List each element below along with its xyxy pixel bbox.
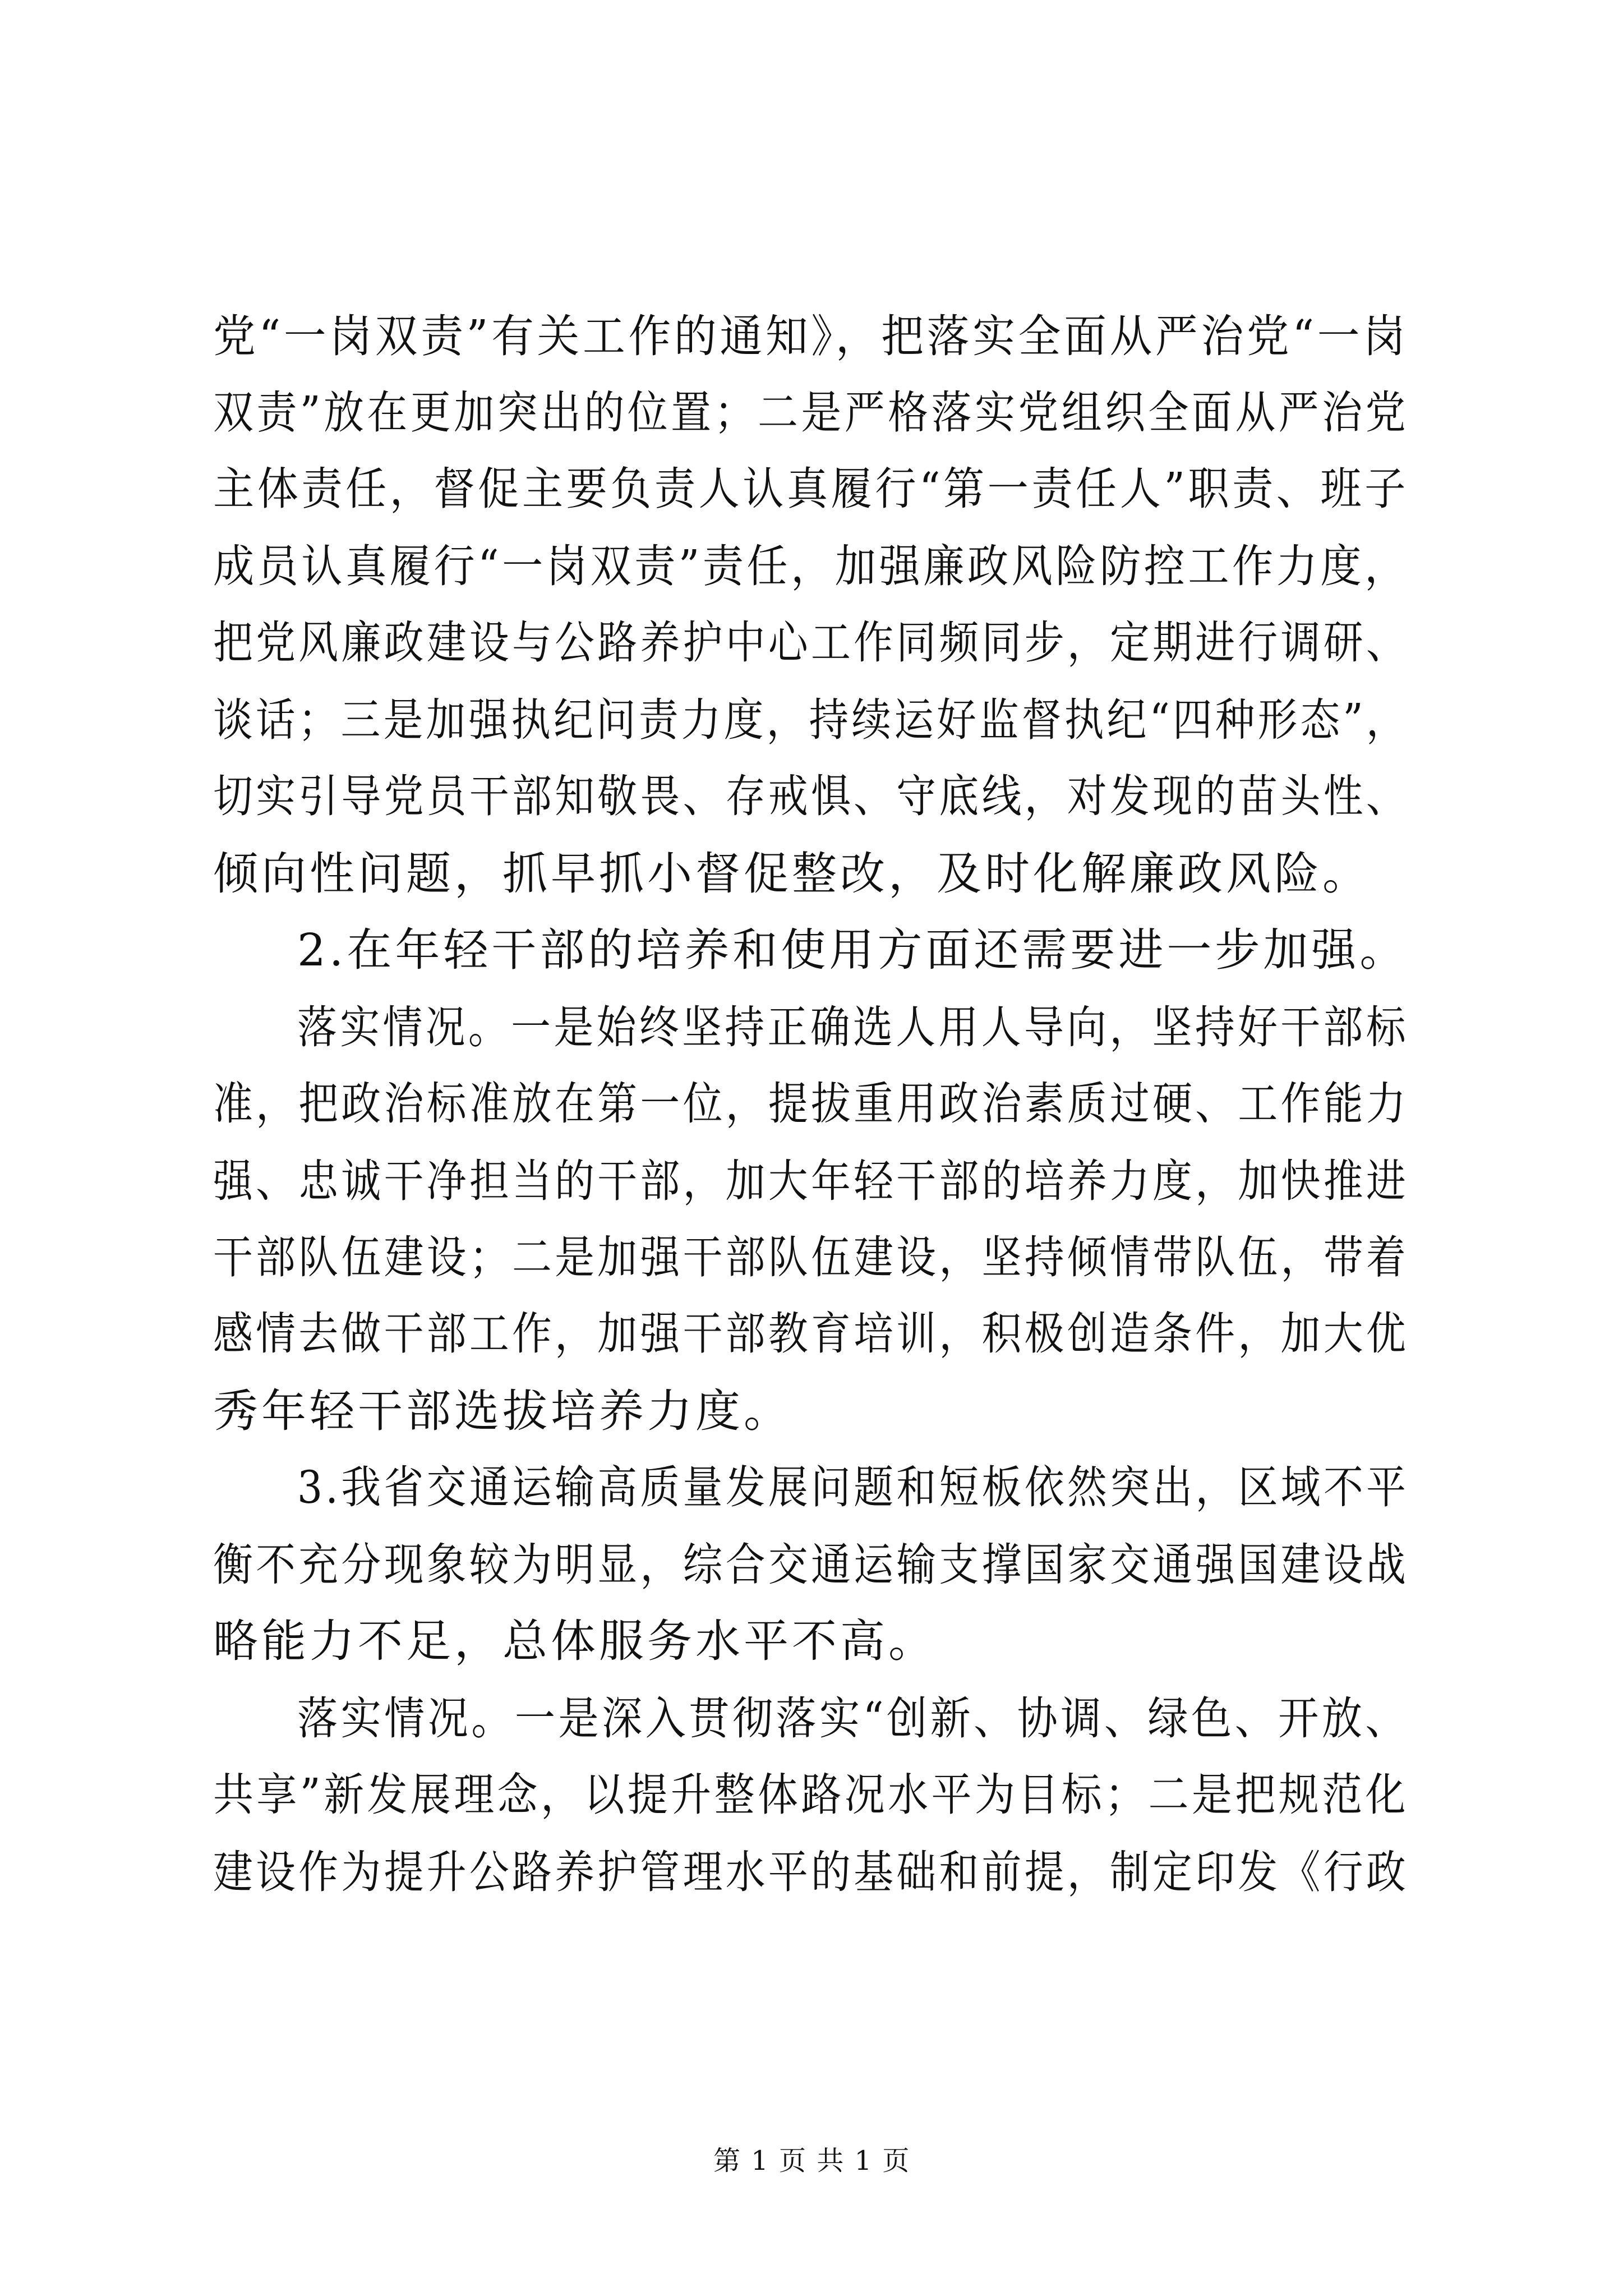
text-line: 准，把政治标准放在第一位，提拔重用政治素质过硬、工作能力 xyxy=(213,1078,1409,1130)
text-line: 建设作为提升公路养护管理水平的基础和前提，制定印发《行政 xyxy=(213,1846,1409,1898)
text-line: 落实情况。一是始终坚持正确选人用人导向，坚持好干部标 xyxy=(297,1001,1409,1053)
text-line: 主体责任，督促主要负责人认真履行“第一责任人”职责、班子 xyxy=(213,463,1409,515)
text-line: 秀年轻干部选拔培养力度。 xyxy=(213,1385,792,1437)
text-line: 把党风廉政建设与公路养护中心工作同频同步，定期进行调研、 xyxy=(213,616,1409,669)
text-line: 党“一岗双责”有关工作的通知》，把落实全面从严治党“一岗 xyxy=(213,310,1409,362)
text-line: 干部队伍建设；二是加强干部队伍建设，坚持倾情带队伍，带着 xyxy=(213,1231,1409,1283)
text-line: 强、忠诚干净担当的干部，加大年轻干部的培养力度，加快推进 xyxy=(213,1155,1409,1207)
text-line: 共享”新发展理念，以提升整体路况水平为目标；二是把规范化 xyxy=(213,1769,1409,1821)
page-number-footer: 第 1 页 共 1 页 xyxy=(713,2145,911,2177)
list-item-heading: 3.我省交通运输高质量发展问题和短板依然突出，区域不平 xyxy=(297,1461,1409,1513)
list-item-heading: 2.在年轻干部的培养和使用方面还需要进一步加强。 xyxy=(297,924,1408,976)
text-line: 衡不充分现象较为明显，综合交通运输支撑国家交通强国建设战 xyxy=(213,1539,1409,1591)
text-line: 谈话；三是加强执纪问责力度，持续运好监督执纪“四种形态”， xyxy=(213,694,1409,746)
text-line: 双责”放在更加突出的位置；二是严格落实党组织全面从严治党 xyxy=(213,386,1409,439)
text-line: 略能力不足，总体服务水平不高。 xyxy=(213,1615,937,1667)
text-line: 感情去做干部工作，加强干部教育培训，积极创造条件，加大优 xyxy=(213,1308,1409,1360)
text-line: 倾向性问题，抓早抓小督促整改，及时化解廉政风险。 xyxy=(213,848,1371,900)
text-line: 落实情况。一是深入贯彻落实“创新、协调、绿色、开放、 xyxy=(297,1692,1409,1745)
text-line: 成员认真履行“一岗双责”责任，加强廉政风险防控工作力度， xyxy=(213,540,1409,592)
text-line: 切实引导党员干部知敬畏、存戒惧、守底线，对发现的苗头性、 xyxy=(213,770,1409,822)
